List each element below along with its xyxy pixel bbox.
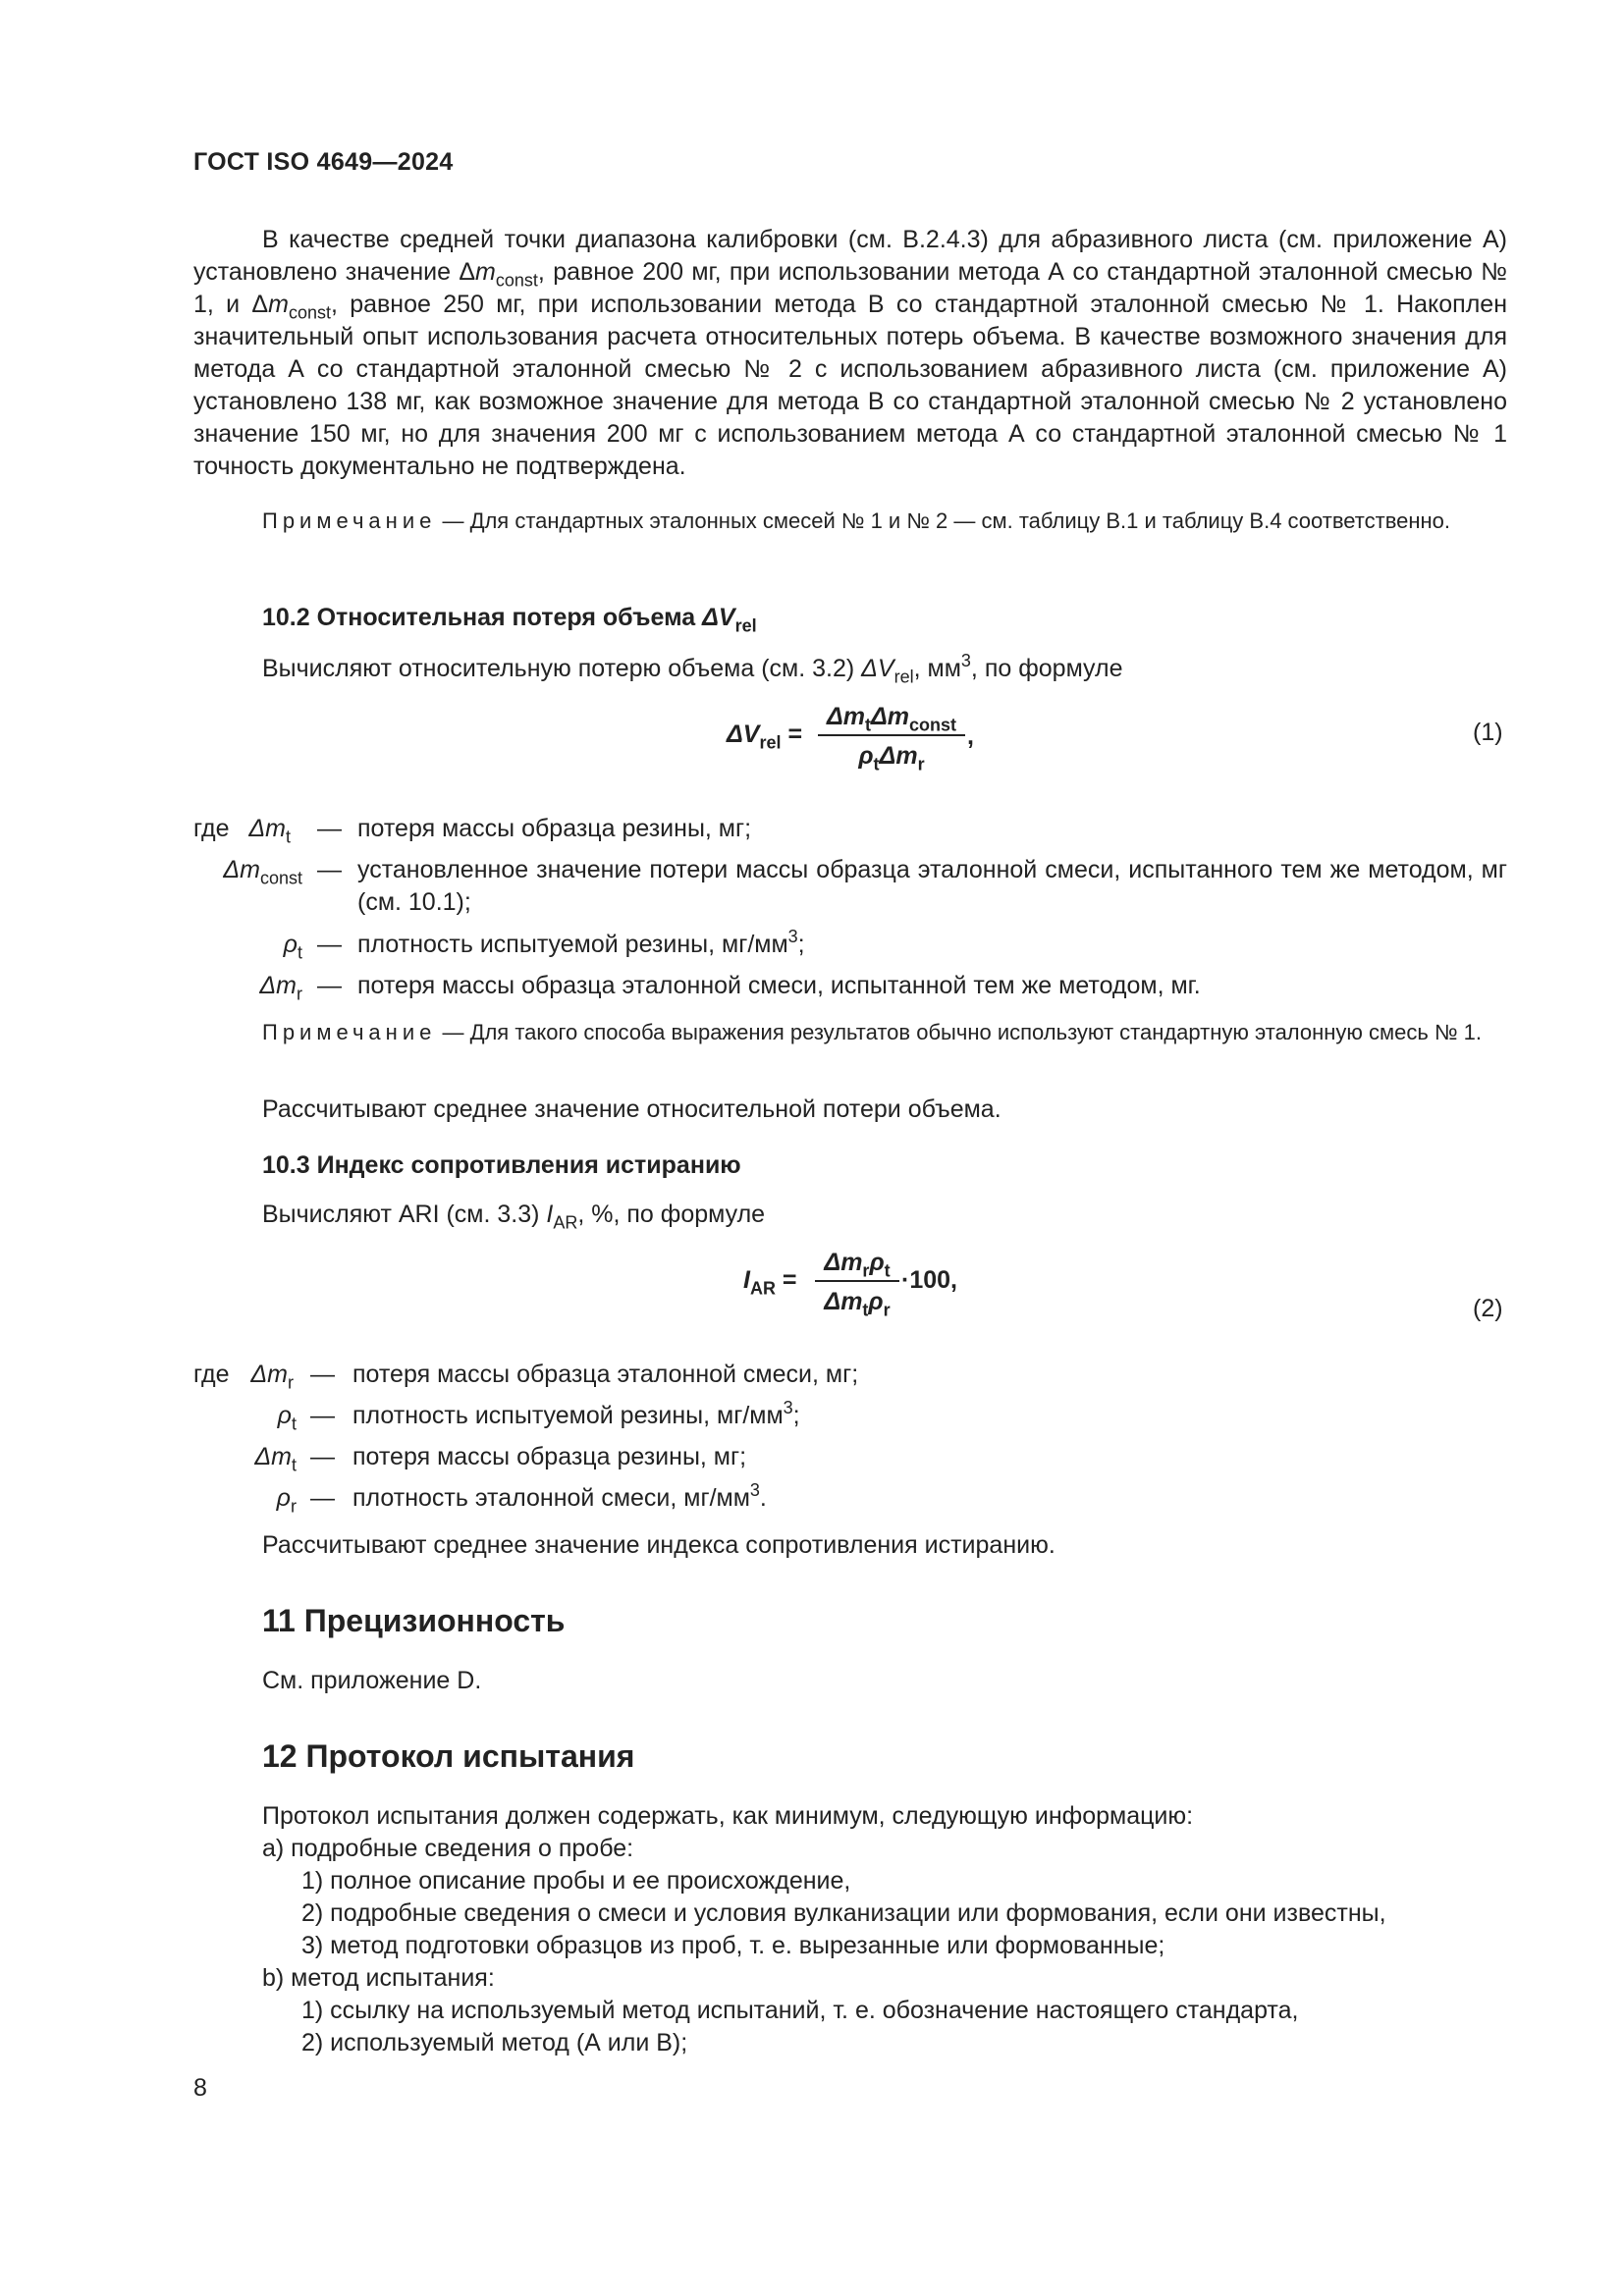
section-10-2-heading: 10.2 Относительная потеря объема $\Delta V_{rel}$ (262, 604, 757, 636)
list-item-a: a) подробные сведения о пробе: (262, 1835, 634, 1862)
section-10-3-outro: Рассчитывают среднее значение индекса сопротивления истиранию. (262, 1531, 1056, 1559)
section-12-heading: 12 Протокол испытания (262, 1738, 635, 1774)
formula-1-comma: , (967, 722, 974, 750)
formula-1-lhs: $\Delta V_{rel}$ = (727, 721, 803, 753)
calibration-paragraph: В качестве средней точки диапазона калибровки (см. В.2.4.3) для абразивного листа (см. приложение А) установлено значение $\Delta m_{const}$, равное 200 мг, при использовании метода А со стандартной эталонной смесью № 1, и $\Delta m_{const}$, равное 250 мг, при использовании метода В со стандартной эталонной смесью № 1. Накоплен значительный опыт использования расчета относительных потерь объема. В качестве возможного значения для метода А со стандартной эталонной смесью № 2 с использованием абразивного листа (см. приложение А) установлено 138 мг, как возможное значение для метода В со стандартной эталонной смесью № 2 установлено значение 150 мг, но для значения 200 мг с использованием метода А со стандартной эталонной смесью № 1 точность документально не подтверждена. (193, 226, 1507, 480)
list-item-a-1: 1) полное описание пробы и ее происхождение, (301, 1867, 851, 1895)
formula-2-lhs: $I_{AR}$ = (743, 1266, 797, 1299)
section-10-2-intro: Вычисляют относительную потерю объема (см. 3.2) $\Delta V_{rel}$, $мм^3$, по формуле (262, 651, 1123, 687)
formula-1-fraction-bar (818, 734, 965, 736)
page-number: 8 (193, 2074, 207, 2102)
list-item-b: b) метод испытания: (262, 1964, 495, 1992)
formula-2-tail: ·100, (901, 1266, 957, 1294)
formula-2-numerator: $\Delta m_r\rho_t$ (824, 1249, 891, 1281)
section-11-text: См. приложение D. (262, 1667, 482, 1694)
formula-2-denominator: $\Delta m_t\rho_r$ (824, 1288, 891, 1320)
section-10-3-intro: Вычисляют ARI (см. 3.3) $I_{AR}$, %, по формуле (262, 1201, 766, 1233)
list-item-b-1: 1) ссылку на используемый метод испытаний, т. е. обозначение настоящего стандарта, (301, 1997, 1299, 2024)
note-result-expression: Примечание — Для такого способа выражения результатов обычно используют стандартную эталонную смесь № 1. (262, 1020, 1483, 1044)
section-10-2-outro: Рассчитывают среднее значение относительной потери объема. (262, 1095, 1001, 1123)
list-item-a-3: 3) метод подготовки образцов из проб, т. е. вырезанные или формованные; (301, 1932, 1165, 1959)
note-reference-mixes: Примечание — Для стандартных эталонных смесей № 1 и № 2 — см. таблицу В.1 и таблицу В.4 соответственно. (262, 508, 1451, 533)
list-item-b-2: 2) используемый метод (А или В); (301, 2029, 688, 2056)
equation-number-2: (2) (1473, 1295, 1503, 1322)
section-11-heading: 11 Прецизионность (262, 1603, 566, 1638)
equation-number-1: (1) (1473, 719, 1503, 746)
section-10-3-heading: 10.3 Индекс сопротивления истиранию (262, 1151, 741, 1179)
formula-1-numerator: $\Delta m_t\Delta m_{const}$ (826, 703, 957, 735)
formula-2-fraction-bar (815, 1280, 899, 1282)
section-12-intro: Протокол испытания должен содержать, как минимум, следующую информацию: (262, 1802, 1194, 1830)
document-header: ГОСТ ISO 4649—2024 (193, 148, 454, 176)
list-item-a-2: 2) подробные сведения о смеси и условия вулканизации или формования, если они известны, (301, 1899, 1386, 1927)
document-page: ГОСТ ISO 4649—2024 В качестве средней точки диапазона калибровки (см. В.2.4.3) для абразивного листа (см. приложение А) установлено значение $\Delta m_{const}$, равное 200 мг, при использовании метода А со стандартной эталонной смесью № 1, и $\Delta m_{const}$, равное 250 мг, при использовании метода В со стандартной эталонной смесью № 1. Накоплен значительный опыт использования расчета относительных потерь объема. В качестве возможного значения для метода А со стандартной эталонной смесью № 2 с использованием абразивного листа (см. приложение А) установлено 138 мг, как возможное значение для метода В со стандартной эталонной смесью № 2 установлено значение 150 мг, но для значения 200 мг с использованием метода А со стандартной эталонной смесью № 1 точность документально не подтверждена. Примечание — Для стандартных эталонных смесей № 1 и № 2 — см. таблицу В.1 и таблицу В.4 соответственно. 10.2 Относительная потеря объема $\Delta V_{rel}$ Вычисляют относительную потерю объема (см. 3.2) $\Delta V_{rel}$, $мм^3$, по формуле $\Delta V_{rel}$ = $\Delta m_t\Delta m_{const}$ $\rho_t\Delta m_r$ , (1) где $\Delta m_t$ — потеря массы образца резины, мг; $\Delta m_{const}$ — установленное значение потери массы образца эталонной смеси, испытанного тем же методом, мг (см. 10.1); $\rho_t$ — плотность испытуемой резины, $мг/мм^3$; $\Delta m_r$ — потеря массы образца эталонной смеси, испытанной тем же методом, мг. Примечание — Для такого способа выражения результатов обычно используют стандартную эталонную смесь № 1. Рассчитывают среднее значение относительной потери объема. 10.3 Индекс сопротивления истиранию Вычисляют ARI (см. 3.3) $I_{AR}$, %, по формуле $I_{AR}$ = $\Delta m_r\rho_t$ $\Delta m_t\rho_r$ ·100, (2) где $\Delta m_r$ — потеря массы образца эталонной смеси, мг; $\rho_t$ — плотность испытуемой резины, $мг/мм^3$; $\Delta m_t$ — потеря массы образца резины, мг; $\rho_r$ — плотность эталонной смеси, $мг/мм^3$. Рассчитывают среднее значение индекса сопротивления истиранию. 11 Прецизионность См. приложение D. 12 Протокол испытания Протокол испытания должен содержать, как минимум, следующую информацию: a) подробные сведения о пробе: 1) полное описание пробы и ее происхождение, 2) подробные сведения о смеси и условия вулканизации или формования, если они известны, 3) метод подготовки образцов из проб, т. е. вырезанные или формованные; b) метод испытания: 1) ссылку на используемый метод испытаний, т. е. обозначение настоящего стандарта, 2) используемый метод (А или В); 8 (193, 148, 1507, 2102)
formula-1-denominator: $\rho_t\Delta m_r$ (858, 742, 925, 774)
